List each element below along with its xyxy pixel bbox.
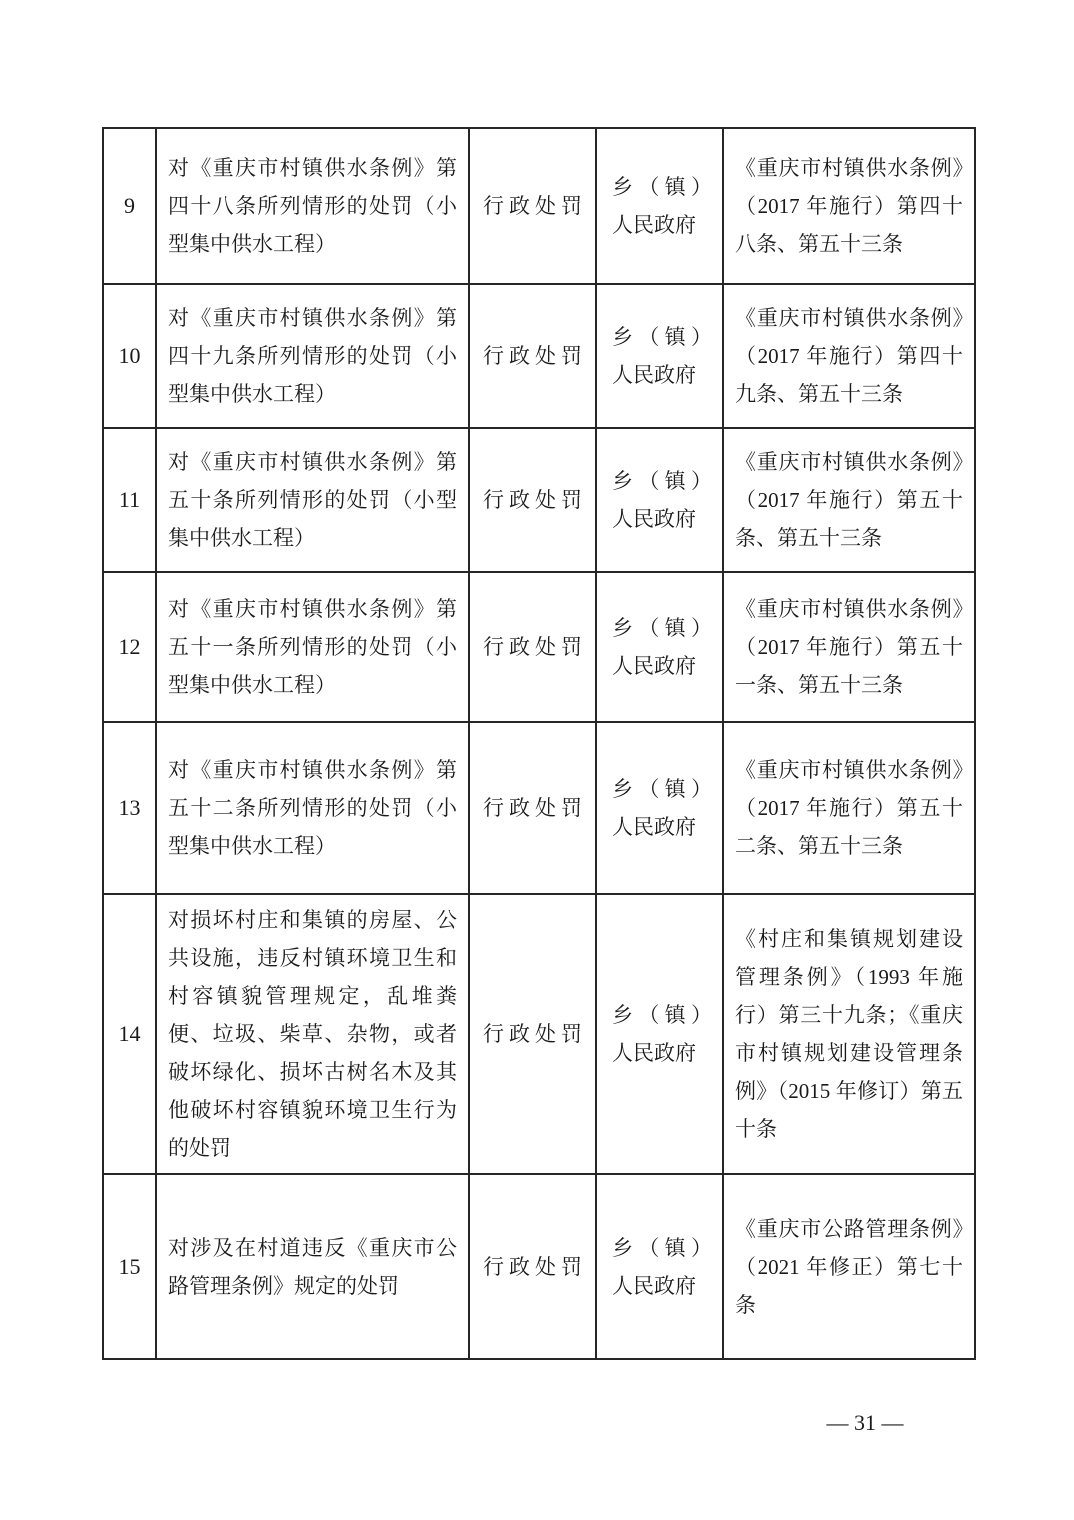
authority-cell: 乡（镇）人民政府	[596, 1174, 723, 1359]
table-row	[103, 572, 975, 722]
authority-cell: 乡（镇）人民政府	[596, 722, 723, 894]
power-type-cell: 行政处罚	[469, 428, 596, 572]
row-number-cell: 15	[103, 1174, 156, 1359]
legal-basis-cell: 《重庆市村镇供水条例》（2017 年施行）第四十八条、第五十三条	[723, 128, 975, 284]
power-type-cell: 行政处罚	[469, 722, 596, 894]
item-name-cell: 对《重庆市村镇供水条例》第五十一条所列情形的处罚（小型集中供水工程）	[156, 572, 469, 722]
item-name-cell: 对《重庆市村镇供水条例》第四十九条所列情形的处罚（小型集中供水工程）	[156, 284, 469, 428]
legal-basis-cell: 《重庆市村镇供水条例》（2017 年施行）第四十九条、第五十三条	[723, 284, 975, 428]
row-number-cell: 9	[103, 128, 156, 284]
item-name-cell: 对《重庆市村镇供水条例》第五十二条所列情形的处罚（小型集中供水工程）	[156, 722, 469, 894]
item-name-cell: 对《重庆市村镇供水条例》第五十条所列情形的处罚（小型集中供水工程）	[156, 428, 469, 572]
row-number-cell: 14	[103, 894, 156, 1174]
legal-basis-cell: 《重庆市公路管理条例》（2021 年修正）第七十条	[723, 1174, 975, 1359]
table-row	[103, 284, 975, 428]
power-type-cell: 行政处罚	[469, 284, 596, 428]
table-row	[103, 894, 975, 1174]
table-row	[103, 428, 975, 572]
item-name-cell: 对损坏村庄和集镇的房屋、公共设施，违反村镇环境卫生和村容镇貌管理规定，乱堆粪便、垃圾、柴草、杂物，或者破坏绿化、损坏古树名木及其他破坏村容镇貌环境卫生行为的处罚	[156, 894, 469, 1174]
row-number-cell: 11	[103, 428, 156, 572]
legal-basis-cell: 《重庆市村镇供水条例》（2017 年施行）第五十条、第五十三条	[723, 428, 975, 572]
page-number: — 31 —	[826, 1410, 904, 1435]
authority-cell: 乡（镇）人民政府	[596, 428, 723, 572]
authority-cell: 乡（镇）人民政府	[596, 572, 723, 722]
legal-basis-cell: 《村庄和集镇规划建设管理条例》（1993 年施行）第三十九条；《重庆市村镇规划建设管理条例》（2015 年修订）第五十条	[723, 894, 975, 1174]
row-number-cell: 13	[103, 722, 156, 894]
authority-cell: 乡（镇）人民政府	[596, 128, 723, 284]
legal-basis-cell: 《重庆市村镇供水条例》（2017 年施行）第五十一条、第五十三条	[723, 572, 975, 722]
power-type-cell: 行政处罚	[469, 128, 596, 284]
power-type-cell: 行政处罚	[469, 572, 596, 722]
power-type-cell: 行政处罚	[469, 1174, 596, 1359]
item-name-cell: 对涉及在村道违反《重庆市公路管理条例》规定的处罚	[156, 1174, 469, 1359]
item-name-cell: 对《重庆市村镇供水条例》第四十八条所列情形的处罚（小型集中供水工程）	[156, 128, 469, 284]
authority-cell: 乡（镇）人民政府	[596, 894, 723, 1174]
table-row	[103, 128, 975, 284]
table-row	[103, 1174, 975, 1359]
row-number-cell: 12	[103, 572, 156, 722]
authority-cell: 乡（镇）人民政府	[596, 284, 723, 428]
powers-list-table	[102, 127, 976, 1360]
table-row	[103, 722, 975, 894]
power-type-cell: 行政处罚	[469, 894, 596, 1174]
row-number-cell: 10	[103, 284, 156, 428]
legal-basis-cell: 《重庆市村镇供水条例》（2017 年施行）第五十二条、第五十三条	[723, 722, 975, 894]
